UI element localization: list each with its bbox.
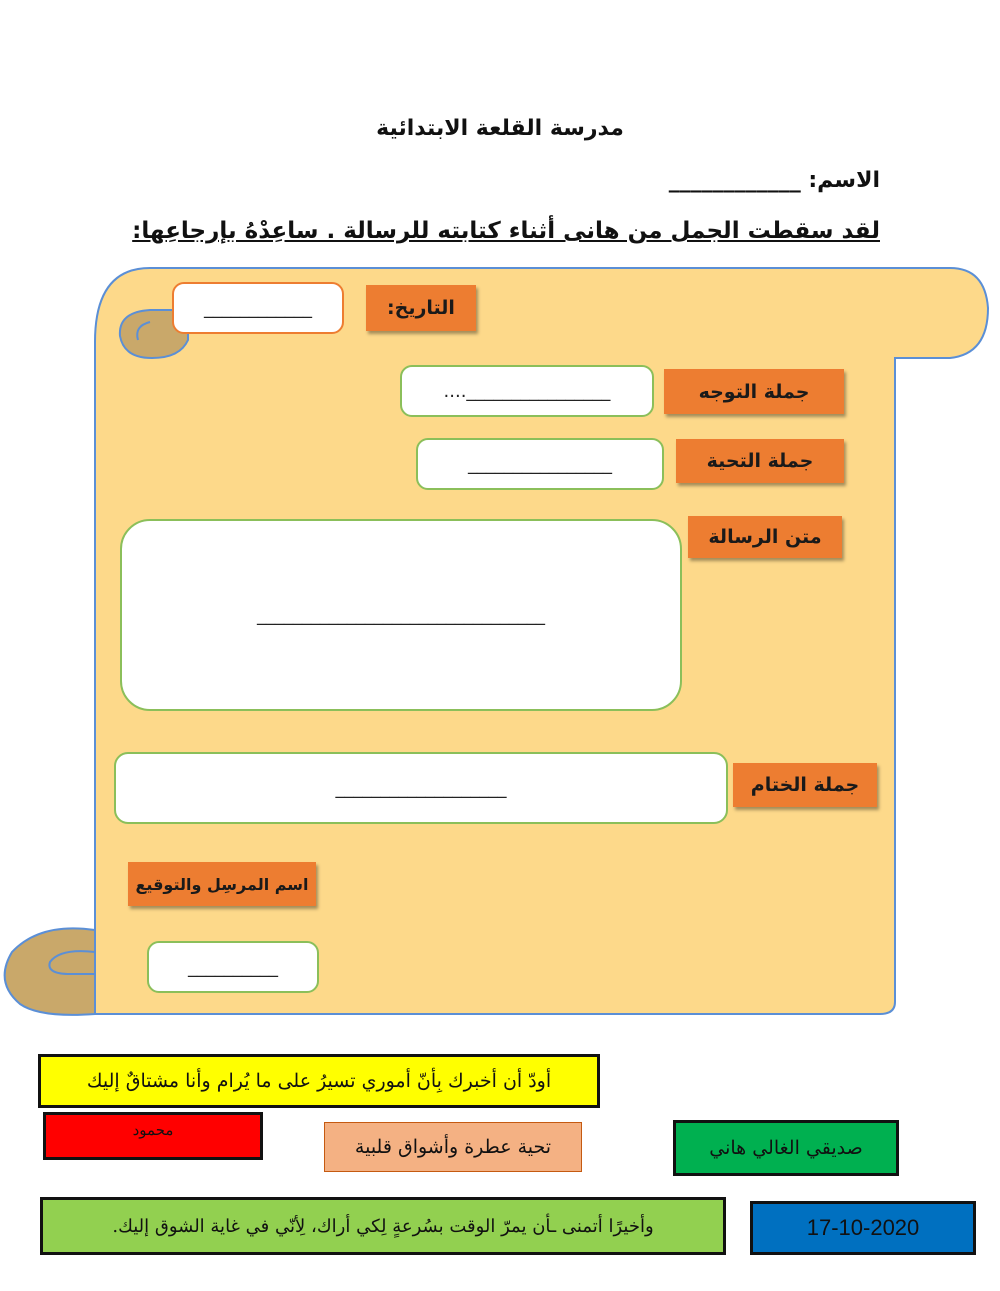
card-date-text[interactable]: 17-10-2020 [750, 1201, 976, 1255]
card-salutation-text[interactable]: تحية عطرة وأشواق قلبية [324, 1122, 582, 1172]
closing-drop-field[interactable]: ___________________ [114, 752, 728, 824]
date-drop-field[interactable]: ____________ [172, 282, 344, 334]
body-drop-field[interactable]: ________________________________ [120, 519, 682, 711]
instruction-text: لقد سقطت الجمل من هانى أثناء كتابته للرسالة . ساعِدْهُ بإرجاعِها: [132, 218, 880, 244]
sender-label: اسم المرسِل والتوقيع [128, 862, 316, 906]
sender-drop-field[interactable]: __________ [147, 941, 319, 993]
date-label: التاريخ: [366, 285, 476, 331]
card-closing-text[interactable]: وأخيرًا أتمنى ـأن يمرّ الوقت بسُرعةٍ لِكي أراك، لِأنّي في غاية الشوق إليك. [40, 1197, 726, 1255]
greeting-drop-field[interactable]: ....________________ [400, 365, 654, 417]
card-body-text[interactable]: أودّ أن أخبرك بِأنّ أموري تسيرُ على ما يُرام وأنا مشتاقٌ إليك [38, 1054, 600, 1108]
name-field[interactable]: الاسم: ____________ [668, 168, 880, 193]
card-greeting-text[interactable]: صديقي الغالي هاني [673, 1120, 899, 1176]
body-label: متن الرسالة [688, 516, 842, 558]
salutation-label: جملة التحية [676, 439, 844, 483]
greeting-label: جملة التوجه [664, 369, 844, 414]
salutation-drop-field[interactable]: ________________ [416, 438, 664, 490]
closing-label: جملة الختام [733, 763, 877, 807]
school-title: مدرسة القلعة الابتدائية [376, 116, 624, 141]
card-sender-name[interactable]: محمود [43, 1112, 263, 1160]
